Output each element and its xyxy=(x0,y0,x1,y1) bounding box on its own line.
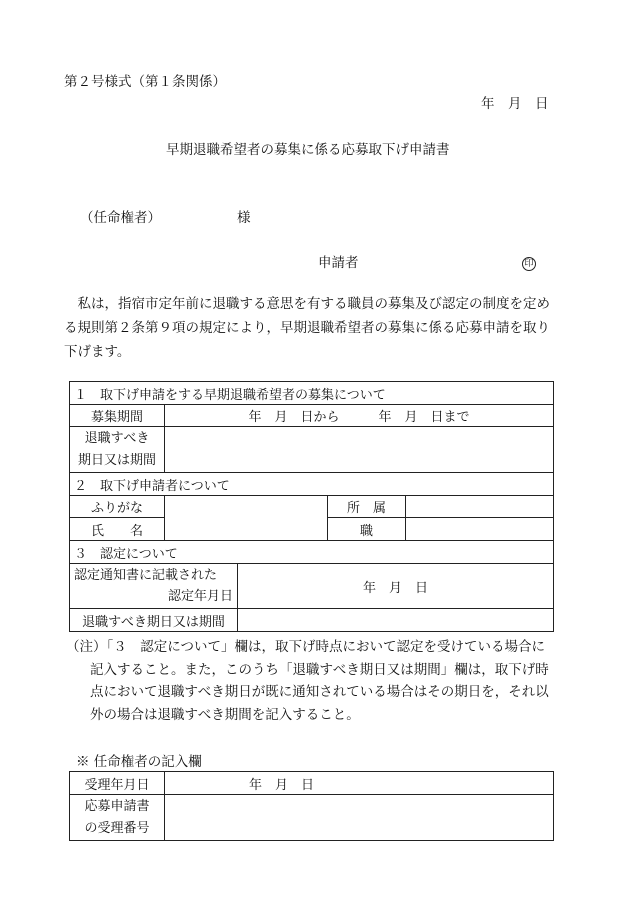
section-3-header: ３ 認定について xyxy=(70,541,554,564)
body-text xyxy=(64,292,554,364)
cert-date-value: 年 月 日 xyxy=(238,564,554,609)
applicant-label: 申請者 xyxy=(318,255,359,271)
affiliation-field[interactable] xyxy=(406,496,554,518)
period-value: 年 月 日から 年 月 日まで xyxy=(165,405,554,427)
note xyxy=(66,636,552,726)
cert-date-label: 認定通知書に記載された 認定年月日 xyxy=(70,564,238,609)
period-label: 募集期間 xyxy=(70,405,165,427)
note-line-2: 記入すること。また，このうち「退職すべき期日又は期間」欄は，取下げ時 xyxy=(90,661,549,678)
position-field[interactable] xyxy=(406,518,554,541)
received-value: 年 月 日 xyxy=(165,772,554,795)
retire-date-label: 退職すべき 期日又は期間 xyxy=(70,427,165,473)
retire-date-field[interactable] xyxy=(165,427,554,473)
number-label: 応募申請書 の受理番号 xyxy=(70,795,165,841)
form-number: 第２号様式（第１条関係） xyxy=(64,74,226,90)
body-line-3: 下げます。 xyxy=(64,344,131,360)
cert-retire-label: 退職すべき期日又は期間 xyxy=(70,609,238,632)
name-field[interactable] xyxy=(165,496,328,541)
addressee-honorific: 様 xyxy=(237,210,251,226)
note-line-1: （注）「３ 認定について」欄は，取下げ時点において認定を受けている場合に xyxy=(66,639,545,655)
number-field[interactable] xyxy=(165,795,554,841)
position-label: 職 xyxy=(328,518,406,541)
authority-heading: ※ 任命権者の記入欄 xyxy=(76,754,202,770)
note-line-3: 点において退職すべき期日が既に通知されている場合はその期日を，それ以 xyxy=(90,684,549,700)
furigana-label: ふりがな xyxy=(70,496,165,518)
section-2-header: ２ 取下げ申請者について xyxy=(70,473,554,496)
authority-table xyxy=(69,771,554,841)
section-1-header: １ 取下げ申請をする早期退職希望者の募集について xyxy=(70,382,554,405)
body-line-2: る規則第２条第９項の規定により，早期退職希望者の募集に係る応募申請を取り xyxy=(64,320,550,336)
name-label: 氏 名 xyxy=(70,518,165,541)
received-label: 受理年月日 xyxy=(70,772,165,795)
seal-icon: 印 xyxy=(522,251,536,271)
cert-retire-field[interactable] xyxy=(238,609,554,632)
affiliation-label: 所 属 xyxy=(328,496,406,518)
note-line-4: 外の場合は退職すべき期間を記入すること。 xyxy=(90,706,360,723)
addressee-label: （任命権者） xyxy=(80,210,161,226)
document-title: 早期退職希望者の募集に係る応募取下げ申請書 xyxy=(166,142,450,158)
date-line: 年 月 日 xyxy=(481,96,549,112)
application-table xyxy=(69,381,554,632)
body-line-1: 私は，指宿市定年前に退職する意思を有する職員の募集及び認定の制度を定め xyxy=(77,296,550,312)
